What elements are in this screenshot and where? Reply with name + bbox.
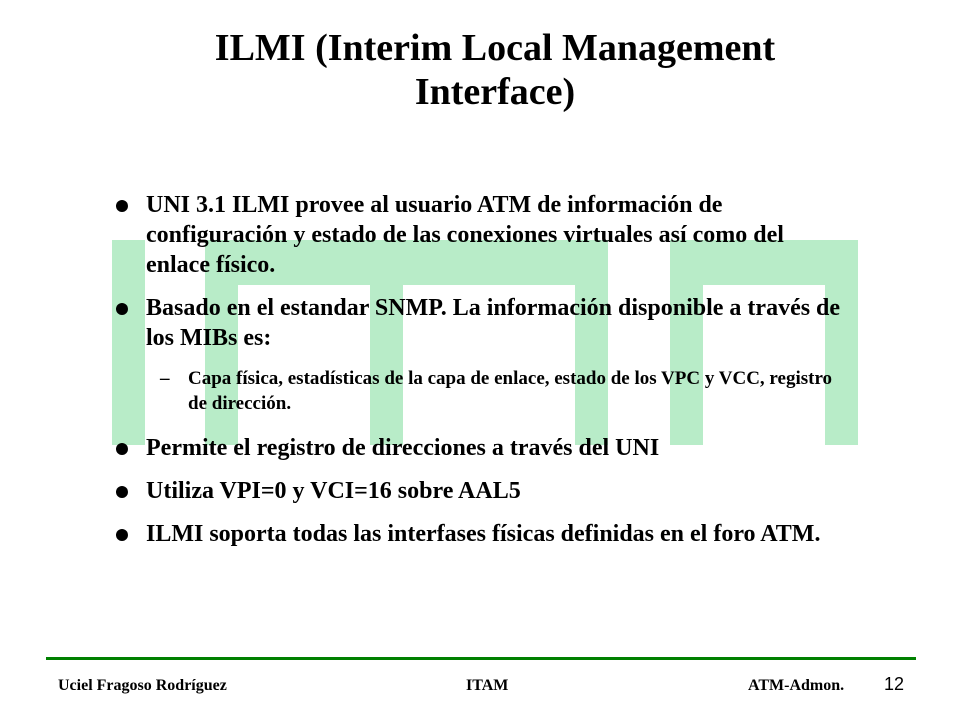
bullet-dot-icon bbox=[116, 529, 128, 541]
page-number: 12 bbox=[884, 674, 905, 694]
bullet-item bbox=[112, 433, 852, 463]
slide-title bbox=[110, 26, 880, 114]
sub-bullet-text: Capa física, estadísticas de la capa de enlace, estado de los VPC y VCC, registro de dirección. bbox=[188, 368, 833, 414]
sub-bullet-dash: – bbox=[160, 368, 170, 389]
bullet-dot-icon bbox=[116, 443, 128, 455]
bullet-dot-icon bbox=[116, 486, 128, 498]
bullet-item bbox=[112, 519, 852, 549]
bullet-item bbox=[112, 293, 852, 353]
bullet-item bbox=[112, 476, 852, 506]
bullet-text: UNI 3.1 ILMI provee al usuario ATM de información de configuración y estado de las conexiones virtuales así como del enlace físico. bbox=[146, 192, 784, 278]
bullet-dot-icon bbox=[116, 200, 128, 212]
bullet-list bbox=[112, 190, 852, 562]
slide-title-line-1: ILMI (Interim Local Management bbox=[214, 27, 776, 69]
footer-author: Uciel Fragoso Rodríguez bbox=[58, 677, 227, 694]
sub-bullet-item bbox=[112, 366, 852, 416]
bullet-item bbox=[112, 190, 852, 280]
footer-divider bbox=[46, 657, 916, 660]
bullet-text: Utiliza VPI=0 y VCI=16 sobre AAL5 bbox=[146, 478, 521, 504]
slide-title-line-2: Interface) bbox=[414, 71, 576, 113]
bullet-text: Permite el registro de direcciones a través del UNI bbox=[146, 435, 660, 461]
footer-course: ATM-Admon. bbox=[748, 677, 845, 694]
footer-institution: ITAM bbox=[466, 677, 509, 694]
bullet-text: ILMI soporta todas las interfases físicas definidas en el foro ATM. bbox=[146, 521, 821, 547]
bullet-text: Basado en el estandar SNMP. La información disponible a través de los MIBs es: bbox=[146, 295, 841, 351]
bullet-dot-icon bbox=[116, 303, 128, 315]
